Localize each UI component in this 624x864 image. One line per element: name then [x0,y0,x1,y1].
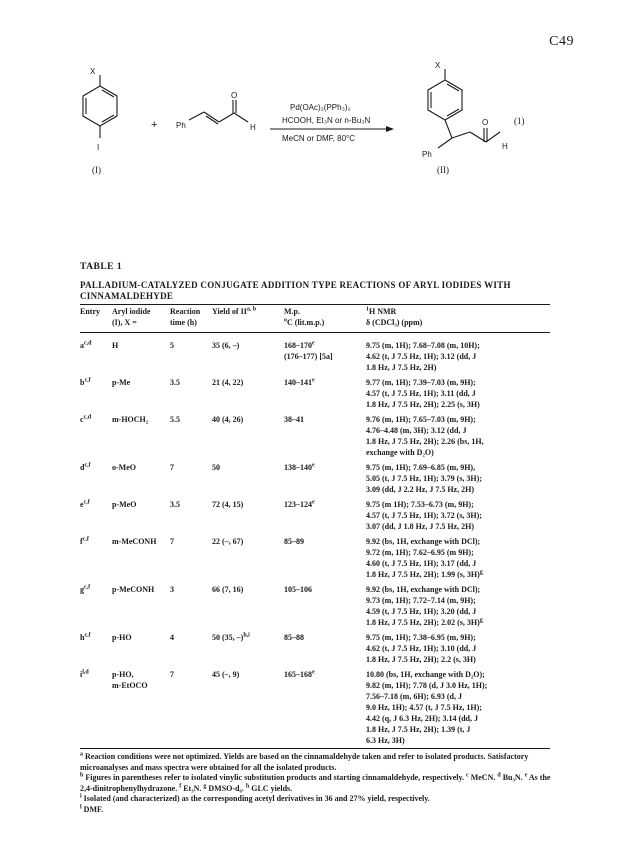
cell-nmr: 9.76 (m, 1H); 7.65–7.03 (m, 9H); 4.76–4.48 (m, 3H); 3.12 (dd, J 1.8 Hz, J 7.5 Hz, 2H); 2.26 (bs, 1H, exchange with D₂O) [366,415,484,457]
table-row [80,665,550,746]
table-caption: PALLADIUM-CATALYZED CONJUGATE ADDITION TYPE REACTIONS OF ARYL IODIDES WITH CINNAMALDEHYDE [80,280,511,301]
cell-entry: $a^{c,d}$ [80,340,92,350]
cell-yield: 45 (–, 9) [212,670,240,679]
header-aryl-iodide: Aryl iodide (I), X = [112,307,151,327]
reaction-arrowhead [386,126,394,132]
cell-melting-point: 85–88 [284,633,304,642]
cell-melting-point: 105–106 [284,585,312,594]
cell-nmr: 9.75 (m 1H); 7.53–6.73 (m, 9H); 4.57 (t, J 7.5 Hz, 1H); 3.72 (s, 3H); 3.07 (dd, J 1.8 Hz, J 7.5 Hz, 2H) [366,500,482,531]
cell-entry: $h^{c,f}$ [80,632,91,642]
cell-aryl-iodide: H [112,341,119,350]
cell-nmr: 10.80 (bs, 1H, exchange with D₂O); 9.82 (m, 1H); 7.78 (d, J 3.0 Hz, 1H); 7.56–7.18 (m, 6H); 6.93 (d, J 9.0 Hz, 1H); 4.57 (t, J 7.5 Hz, 1H); 4.42 (q, J 6.3 Hz, 2H); 3.14 (dd, J 1.8 Hz, J 7.5 Hz, 2H); 1.39 (t, J 6.3 Hz, 3H) [366,670,488,745]
reductant-condition: HCOOH, Et₃N or n-Bu₃N [282,116,371,125]
cell-yield: 40 (4, 26) [212,415,244,424]
table-header-row [80,306,550,332]
footnote-i: $^i$ Isolated (and characterized) as the corresponding acetyl derivatives in 36 and 27% yield, respectively. [80,793,430,803]
cell-reaction-time: 4 [170,633,174,642]
cell-entry: $c^{c,d}$ [80,414,92,424]
aryl-iodide-structure [83,75,117,138]
results-table [80,306,550,746]
cell-aryl-iodide: o-MeO [112,463,136,472]
cell-aryl-iodide: p-HO, m-EtOCO [112,670,148,690]
product-o-label: O [482,118,489,127]
table-bottom-rule [80,748,550,749]
table-row [80,532,550,580]
cinnamaldehyde-o-label: O [231,91,238,100]
cell-reaction-time: 5.5 [170,415,180,424]
table-row [80,410,550,458]
cell-entry: $d^{c,f}$ [80,462,91,472]
cell-reaction-time: 7 [170,463,174,472]
cinnamaldehyde-structure [189,100,248,124]
cell-yield: 21 (4, 22) [212,378,244,387]
catalyst-condition: Pd(OAc)₂(PPh₃)₂ [290,103,351,112]
cell-nmr: 9.92 (bs, 1H, exchange with DCl); 9.72 (m, 1H); 7.62–6.95 (m 9H); 4.60 (t, J 7.5 Hz, 1H); 3.17 (dd, J 1.8 Hz, J 7.5 Hz, 2H); 1.99 (s, 3H)$^g$ [366,537,483,579]
header-entry: Entry [80,307,100,316]
cell-entry: $f^{c,f}$ [80,536,89,546]
cell-reaction-time: 3 [170,585,174,594]
cell-yield: 72 (4, 15) [212,500,244,509]
table-row [80,628,550,665]
table-body [80,332,550,746]
footnote-l: $^l$ DMF. [80,803,104,814]
cell-aryl-iodide: p-MeO [112,500,137,509]
cinnamaldehyde-h-label: H [250,123,256,132]
footnote-a: $^a$ Reaction conditions were not optimized. Yields are based on the cinnamaldehyde taken and refer to isolated products. Satisfactory microanalyses and mass spectra were obtained for all the isolated products. [80,751,529,772]
product-h-label: H [502,142,508,151]
cell-reaction-time: 3.5 [170,378,180,387]
cell-melting-point: 85–89 [284,537,304,546]
cell-entry: $i^{l,d}$ [80,669,89,679]
cell-nmr: 9.75 (m, 1H); 7.69–6.85 (m, 9H), 5.05 (t, J 7.5 Hz, 1H); 3.79 (s, 3H); 3.09 (dd, J 2.2 Hz, J 7.5 Hz, 2H) [366,463,482,494]
cell-nmr: 9.92 (bs, 1H, exchange with DCl); 9.73 (m, 1H); 7.72–7.14 (m, 9H); 4.59 (t, J 7.5 Hz, 1H); 3.20 (dd, J 1.8 Hz, J 7.5 Hz, 2H); 2.02 (s, 3H)$^g$ [366,585,483,627]
header-melting-point: M.p. $^o$C (lit.m.p.) [284,307,325,327]
cell-entry: $b^{c,f}$ [80,377,91,387]
product-ph-label: Ph [422,150,432,159]
cell-reaction-time: 3.5 [170,500,180,509]
cell-melting-point: 123–124e [284,499,315,509]
cell-entry: $e^{c,f}$ [80,499,90,509]
product-structure [428,69,500,148]
cell-aryl-iodide: p-Me [112,378,131,387]
cell-yield: 50 [212,463,220,472]
cell-reaction-time: 7 [170,670,174,679]
cell-yield: 35 (6, –) [212,341,240,350]
cell-melting-point: 140–141e [284,377,315,387]
footnote-b: $^b$ Figures in parentheses refer to isolated vinylic substitution products and starting cinnamaldehyde, respectively. $^c$ MeCN. $^d$ Bu₃N. $^e$ As the 2,4-dinitrophenylhydrazone. $^f$ Et₃N. $^g$ DMSO-d₆. $^h$ GLC yields. [80,772,551,793]
product-x-label: X [435,61,441,70]
solvent-condition: MeCN or DMF, 80°C [282,134,355,143]
table-row [80,373,550,410]
cell-aryl-iodide: p-MeCONH [112,585,155,594]
cell-nmr: 9.75 (m, 1H); 7.38–6.95 (m, 9H); 4.62 (t, J 7.5 Hz, 1H); 3.10 (dd, J 1.8 Hz, J 7.5 Hz, 2H); 2.2 (s, 3H) [366,633,477,664]
cell-melting-point: 165–168e [284,669,315,679]
cell-aryl-iodide: m-MeCONH [112,537,157,546]
cell-nmr: 9.77 (m, 1H); 7.39–7.03 (m, 9H); 4.57 (t, J 7.5 Hz, 1H); 3.11 (dd, J 1.8 Hz, J 7.5 Hz, 2H); 2.25 (s, 3H) [366,378,480,409]
cell-aryl-iodide: p-HO [112,633,132,642]
table-label: TABLE 1 [80,262,123,272]
page-identifier: C49 [549,34,574,49]
cinnamaldehyde-ph-label: Ph [176,121,186,130]
table-row [80,458,550,495]
product-compound-label: (II) [437,165,449,175]
header-reaction-time: Reaction time (h) [170,307,201,327]
cell-yield: 66 (7, 16) [212,585,244,594]
reaction-scheme [0,60,624,210]
header-nmr: $^1$H NMR δ (CDCl₃) (ppm) [366,306,423,327]
footnotes [80,752,554,815]
equation-number: (1) [514,116,525,126]
table-row [80,580,550,628]
cell-reaction-time: 5 [170,341,174,350]
aryl-iodide-x-label: X [90,67,96,76]
plus-sign: + [151,119,158,131]
table-row [80,332,550,373]
cell-nmr: 9.75 (m, 1H); 7.68–7.08 (m, 10H); 4.62 (t, J 7.5 Hz, 1H); 3.12 (dd, J 1.8 Hz, J 7.5 Hz, 2H) [366,341,480,372]
table-top-rule [80,304,550,305]
header-yield: Yield of II$^{a, b}$ [212,306,257,316]
table-header-rule [80,332,550,333]
cell-melting-point: 168–170e (176–177) [5a] [284,340,333,361]
table-row [80,495,550,532]
cell-melting-point: 138–140e [284,462,315,472]
cell-yield: 22 (–, 67) [212,537,244,546]
aryl-iodide-iodine-label: I [97,143,100,152]
cell-melting-point: 38–41 [284,415,304,424]
cell-entry: $g^{c,f}$ [80,584,91,594]
cell-aryl-iodide: m-HOCH₂ [112,415,149,424]
aryl-iodide-compound-label: (I) [92,165,101,175]
cell-reaction-time: 7 [170,537,174,546]
cell-yield: 50 (35, –)$^{h,i}$ [212,632,250,642]
